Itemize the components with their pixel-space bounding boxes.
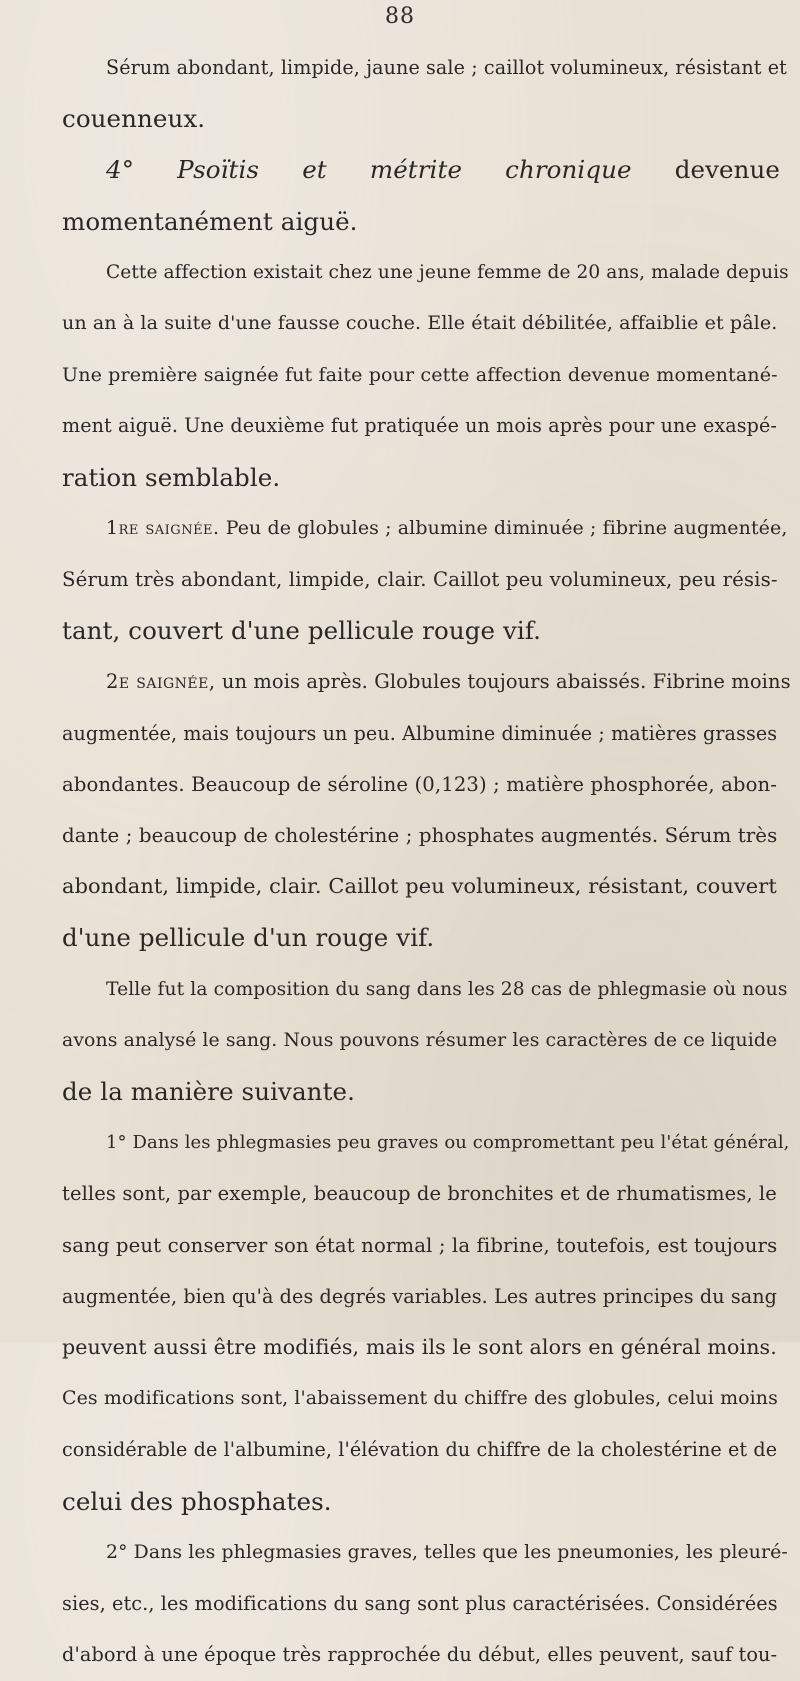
page-body	[62, 42, 791, 1681]
text-line: peuvent aussi être modifiés, mais ils le sont alors en général moins.	[62, 1335, 777, 1360]
text-line: Sérum très abondant, limpide, clair. Caillot peu volumineux, peu résis-	[62, 568, 778, 592]
text-line-rest: Peu de globules ; albumine diminuée ; fibrine augmentée,	[219, 516, 788, 539]
case-heading-italic: 4° Psoïtis et métrite chronique	[106, 155, 632, 185]
text-line: sies, etc., les modifications du sang sont plus caractérisées. Considérées	[62, 1592, 778, 1616]
text-line: 2° Dans les phlegmasies graves, telles que les pneumonies, les pleuré-	[106, 1541, 788, 1563]
paragraph-point-one	[62, 1117, 790, 1527]
text-line: couenneux.	[62, 104, 206, 134]
text-line: Une première saignée fut faite pour cette affection devenue momentané-	[62, 363, 778, 387]
paragraph-second-bleeding	[62, 656, 791, 963]
text-line: abondantes. Beaucoup de séroline (0,123) ; matière phosphorée, abon-	[62, 772, 778, 796]
text-line: ration semblable.	[62, 462, 281, 492]
text-line	[62, 656, 791, 707]
case-heading-rest: devenue momentanément aiguë.	[62, 155, 780, 236]
bleeding-label: 1re saignée.	[106, 516, 220, 539]
text-line: d'une pellicule d'un rouge vif.	[62, 923, 435, 953]
case-heading	[62, 144, 780, 246]
text-line: 1° Dans les phlegmasies peu graves ou compromettant peu l'état général,	[106, 1132, 790, 1154]
paragraph-point-two	[62, 1527, 788, 1681]
text-line: d'abord à une époque très rapprochée du début, elles peuvent, sauf tou-	[62, 1643, 778, 1667]
text-line: dante ; beaucoup de cholestérine ; phosphates augmentés. Sérum très	[62, 824, 778, 848]
text-line: Cette affection existait chez une jeune femme de 20 ans, malade depuis	[106, 261, 789, 283]
paragraph-case-history	[62, 247, 789, 503]
bleeding-label: 2e saignée,	[106, 670, 216, 694]
text-line: augmentée, mais toujours un peu. Albumine diminuée ; matières grasses	[62, 721, 778, 745]
text-line: considérable de l'albumine, l'élévation du chiffre de la cholestérine et de	[62, 1438, 778, 1462]
text-line: de la manière suivante.	[62, 1077, 355, 1107]
text-line	[62, 503, 788, 554]
text-line-rest: un mois après. Globules toujours abaissés. Fibrine moins	[215, 670, 791, 694]
page-number: 88	[385, 4, 415, 29]
text-line: tant, couvert d'une pellicule rouge vif.	[62, 616, 542, 646]
paragraph-first-bleeding	[62, 503, 788, 657]
text-line: ment aiguë. Une deuxième fut pratiquée un mois après pour une exaspé-	[62, 414, 777, 438]
text-line: augmentée, bien qu'à des degrés variables. Les autres principes du sang	[62, 1284, 778, 1308]
text-line: telles sont, par exemple, beaucoup de bronchites et de rhumatismes, le	[62, 1182, 777, 1206]
text-line: abondant, limpide, clair. Caillot peu volumineux, résistant, couvert	[62, 874, 777, 899]
paragraph-summary-intro	[62, 964, 788, 1118]
text-line: Telle fut la composition du sang dans les 28 cas de phlegmasie où nous	[106, 978, 788, 1000]
paragraph-serum-description	[62, 42, 787, 144]
text-line: sang peut conserver son état normal ; la fibrine, toutefois, est toujours	[62, 1233, 778, 1257]
text-line: celui des phosphates.	[62, 1486, 332, 1516]
text-line: un an à la suite d'une fausse couche. Elle était débilitée, affaiblie et pâle.	[62, 312, 778, 335]
text-line: Sérum abondant, limpide, jaune sale ; caillot volumineux, résistant et	[106, 56, 787, 79]
text-line: avons analysé le sang. Nous pouvons résumer les caractères de ce liquide	[62, 1029, 778, 1051]
text-line: Ces modifications sont, l'abaissement du chiffre des globules, celui moins	[62, 1387, 778, 1410]
